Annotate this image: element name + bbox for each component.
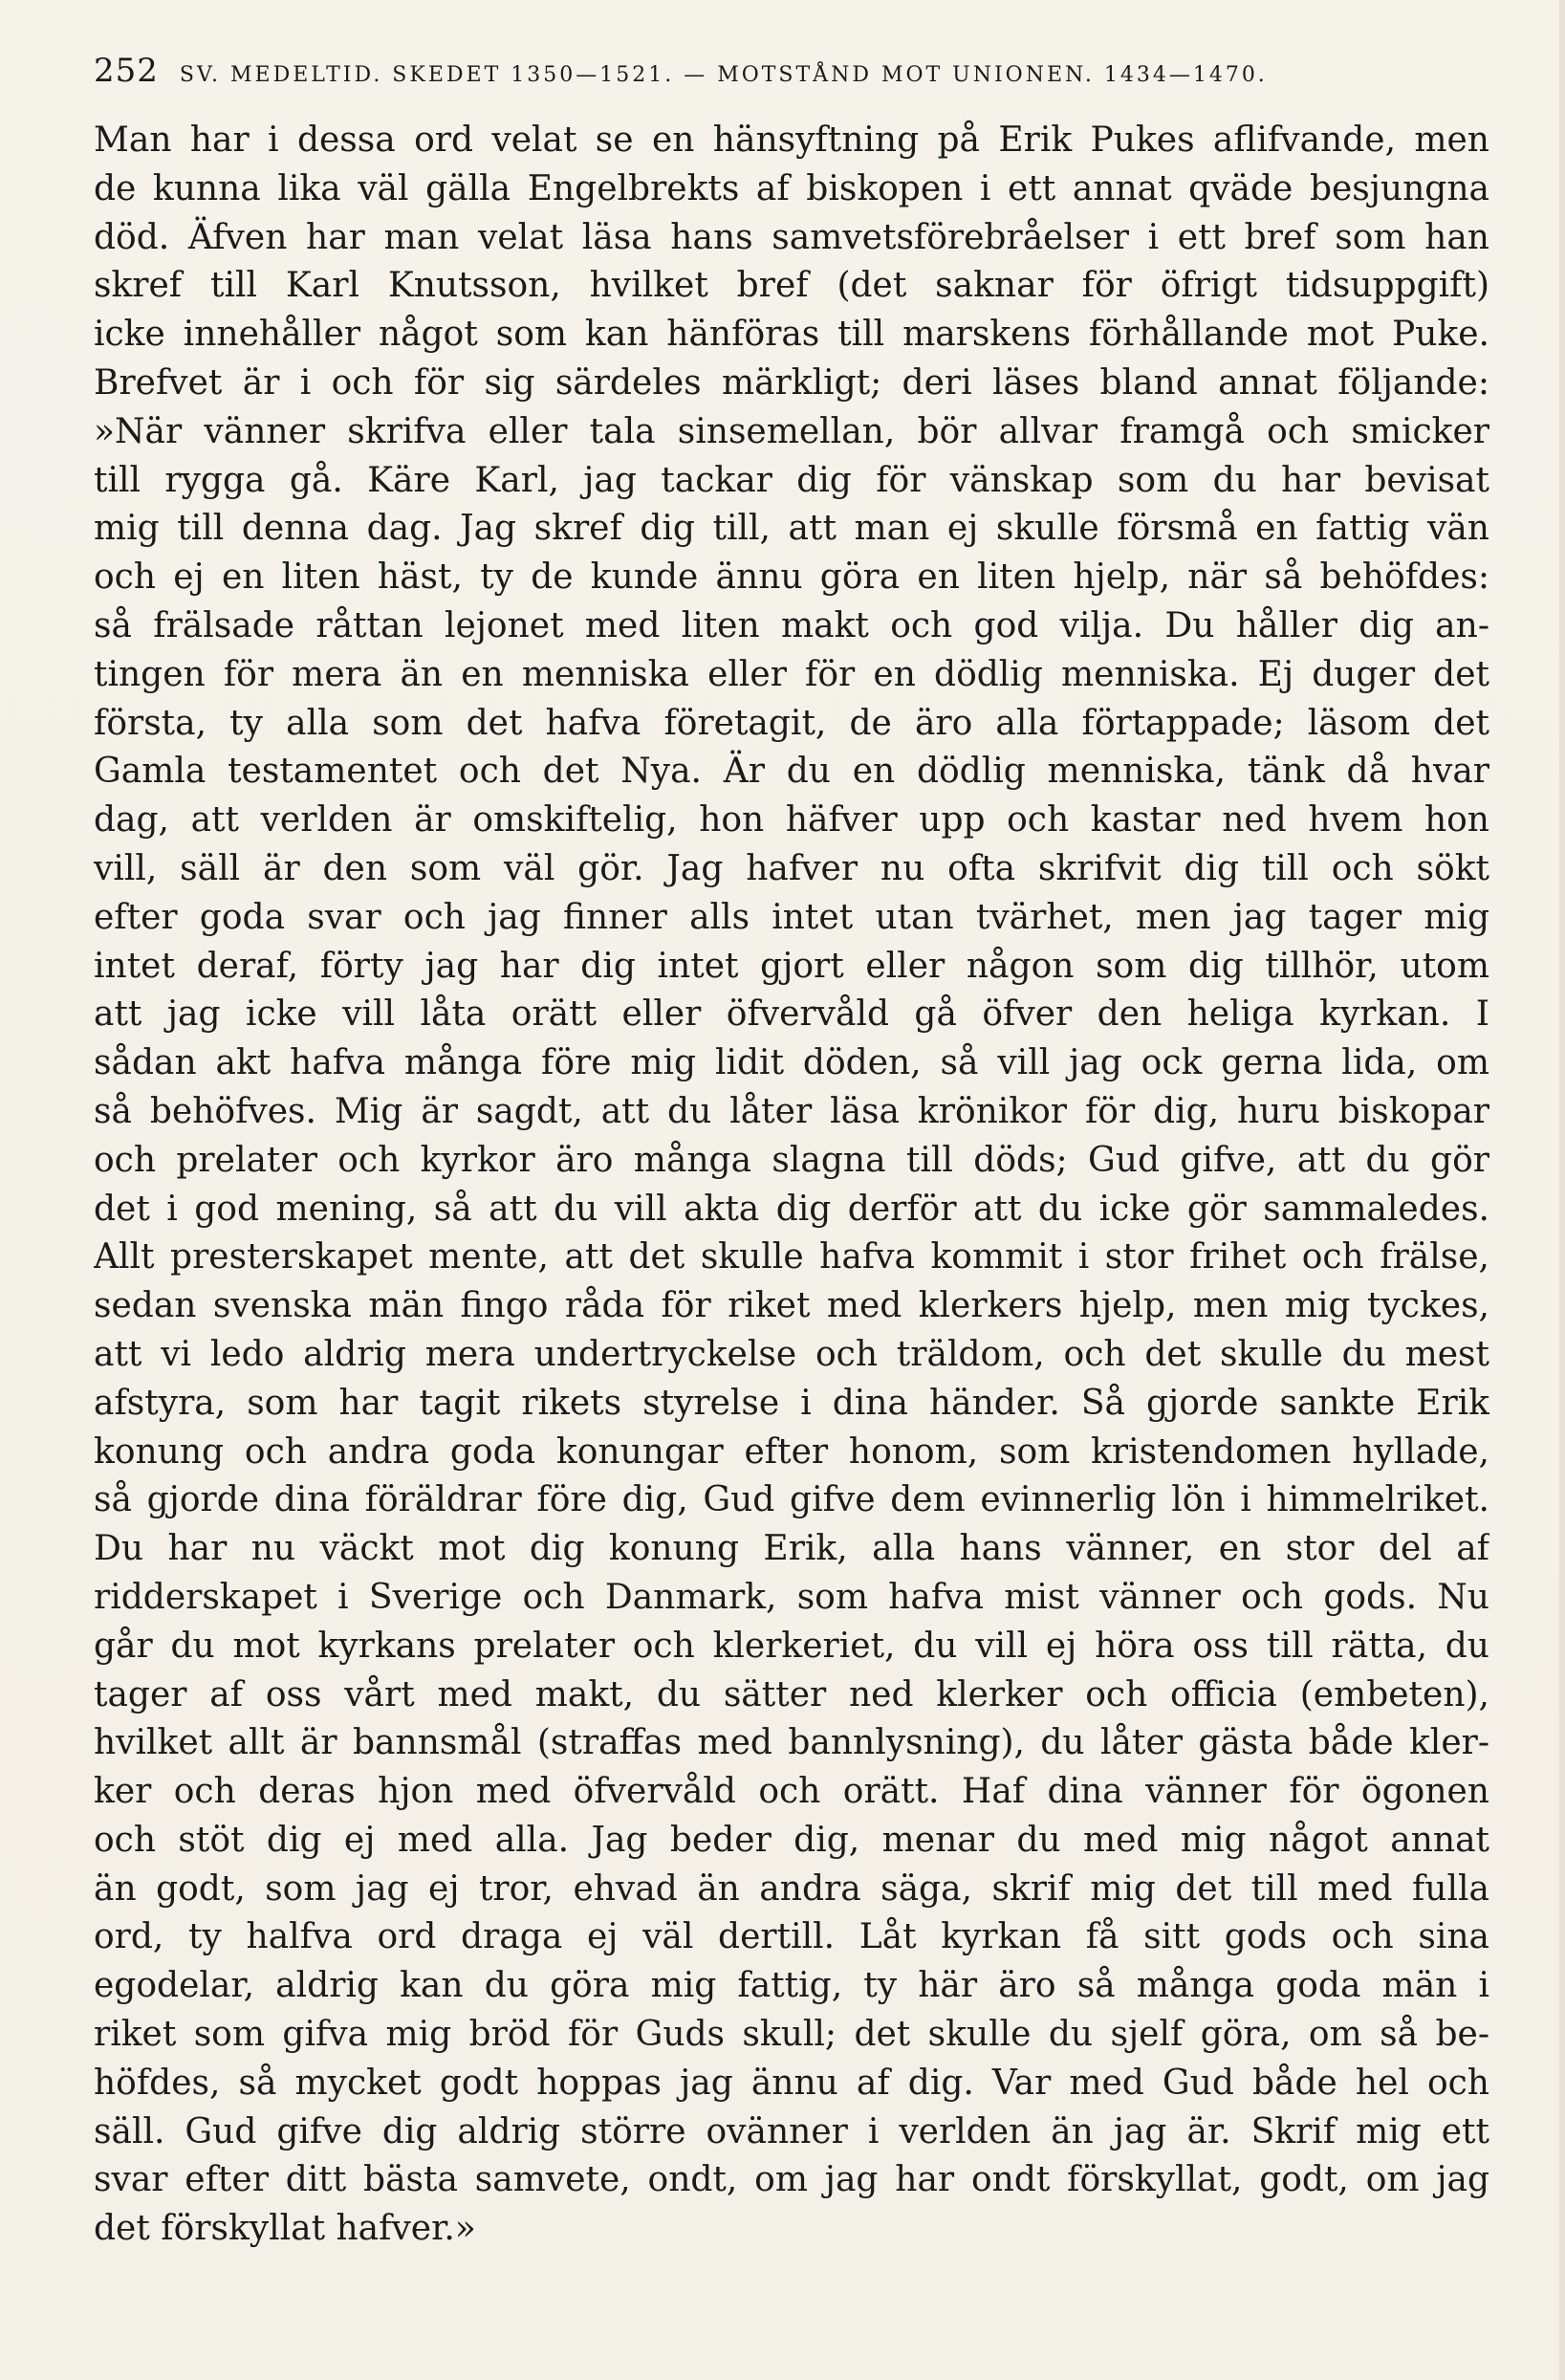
text-line-6: Brefvet är i och för sig särdeles märkligt; deri läses bland annat följande:	[94, 362, 1489, 403]
text-line-38: ord, ty halfva ord draga ej väl dertill. Låt kyrkan få sitt gods och sina	[94, 1917, 1489, 1957]
text-line-36: och stöt dig ej med alla. Jag beder dig, menar du med mig något annat	[94, 1820, 1489, 1860]
text-line-35: ker och deras hjon med öfvervåld och orätt. Haf dina vänner för ögonen	[94, 1772, 1489, 1812]
text-line-32: går du mot kyrkans prelater och klerkeriet, du vill ej höra oss till rätta, du	[94, 1626, 1489, 1666]
running-header	[94, 52, 1489, 90]
body-text	[94, 117, 1489, 2278]
page-number: 252	[94, 52, 159, 90]
text-line-43: svar efter ditt bästa samvete, ondt, om jag har ondt förskyllat, godt, om jag	[94, 2160, 1489, 2200]
text-line-14: Gamla testamentet och det Nya. Är du en dödlig menniska, tänk då hvar	[94, 752, 1489, 792]
text-line-34: hvilket allt är bannsmål (straffas med bannlysning), du låter gästa både kler-	[94, 1723, 1489, 1763]
text-line-28: konung och andra goda konungar efter honom, som kristendomen hyllade,	[94, 1431, 1489, 1472]
text-line-40: riket som gifva mig bröd för Guds skull; det skulle du sjelf göra, om så be-	[94, 2015, 1489, 2055]
text-line-20: sådan akt hafva många före mig lidit döden, så vill jag ock gerna lida, om	[94, 1043, 1489, 1083]
text-line-8: till rygga gå. Käre Karl, jag tackar dig för vänskap som du har bevisat	[94, 460, 1489, 500]
text-line-1: Man har i dessa ord velat se en hänsyftning på Erik Pukes aflifvande, men	[94, 120, 1489, 160]
text-line-17: efter goda svar och jag finner alls intet utan tvärhet, men jag tager mig	[94, 897, 1489, 937]
text-line-4: skref till Karl Knutsson, hvilket bref (det saknar för öfrigt tidsuppgift)	[94, 266, 1489, 306]
text-line-13: första, ty alla som det hafva företagit, de äro alla förtappade; läsom det	[94, 703, 1489, 743]
text-line-39: egodelar, aldrig kan du göra mig fattig, ty här äro så många goda män i	[94, 1966, 1489, 2006]
text-line-11: så frälsade råttan lejonet med liten makt och god vilja. Du håller dig an-	[94, 605, 1489, 645]
text-line-10: och ej en liten häst, ty de kunde ännu göra en liten hjelp, när så behöfdes:	[94, 557, 1489, 598]
text-line-24: Allt presterskapet mente, att det skulle hafva kommit i stor frihet och frälse,	[94, 1237, 1489, 1277]
text-line-16: vill, säll är den som väl gör. Jag hafver nu ofta skrifvit dig till och sökt	[94, 848, 1489, 888]
text-line-18: intet deraf, förty jag har dig intet gjort eller någon som dig tillhör, utom	[94, 946, 1489, 986]
text-line-19: att jag icke vill låta orätt eller öfvervåld gå öfver den heliga kyrkan. I	[94, 994, 1489, 1035]
running-title: SV. MEDELTID. SKEDET 1350—1521. — MOTSTÅND MOT UNIONEN. 1434—1470.	[179, 63, 1268, 87]
text-line-44: det förskyllat hafver.»	[94, 2209, 476, 2249]
text-line-31: ridderskapet i Sverige och Danmark, som hafva mist vänner och gods. Nu	[94, 1577, 1489, 1617]
text-line-37: än godt, som jag ej tror, ehvad än andra säga, skrif mig det till med fulla	[94, 1868, 1489, 1909]
text-line-42: säll. Gud gifve dig aldrig större ovänner i verlden än jag är. Skrif mig ett	[94, 2111, 1489, 2151]
text-line-29: så gjorde dina föräldrar före dig, Gud gifve dem evinnerlig lön i himmelriket.	[94, 1480, 1489, 1520]
text-line-2: de kunna lika väl gälla Engelbrekts af biskopen i ett annat qväde besjungna	[94, 168, 1489, 208]
text-line-23: det i god mening, så att du vill akta dig derför att du icke gör sammaledes.	[94, 1189, 1489, 1229]
text-line-41: höfdes, så mycket godt hoppas jag ännu af dig. Var med Gud både hel och	[94, 2063, 1489, 2103]
text-line-12: tingen för mera än en menniska eller för en dödlig menniska. Ej duger det	[94, 654, 1489, 694]
page-edge	[1559, 0, 1565, 2380]
text-line-22: och prelater och kyrkor äro många slagna till döds; Gud gifve, att du gör	[94, 1140, 1489, 1180]
text-line-15: dag, att verlden är omskiftelig, hon häfver upp och kastar ned hvem hon	[94, 800, 1489, 841]
text-line-33: tager af oss vårt med makt, du sätter ned klerker och officia (embeten),	[94, 1674, 1489, 1714]
text-line-27: afstyra, som har tagit rikets styrelse i dina händer. Så gjorde sankte Erik	[94, 1383, 1489, 1423]
text-line-9: mig till denna dag. Jag skref dig till, att man ej skulle försmå en fattig vän	[94, 509, 1489, 549]
text-line-21: så behöfves. Mig är sagdt, att du låter läsa krönikor för dig, huru biskopar	[94, 1091, 1489, 1131]
text-line-26: att vi ledo aldrig mera undertryckelse och träldom, och det skulle du mest	[94, 1334, 1489, 1374]
text-line-3: död. Äfven har man velat läsa hans samvetsförebråelser i ett bref som han	[94, 217, 1489, 257]
text-line-30: Du har nu väckt mot dig konung Erik, alla hans vänner, en stor del af	[94, 1529, 1489, 1569]
text-line-5: icke innehåller något som kan hänföras till marskens förhållande mot Puke.	[94, 315, 1489, 355]
text-line-25: sedan svenska män fingo råda för riket med klerkers hjelp, men mig tyckes,	[94, 1286, 1489, 1326]
text-line-7: »När vänner skrifva eller tala sinsemellan, bör allvar framgå och smicker	[94, 411, 1489, 451]
